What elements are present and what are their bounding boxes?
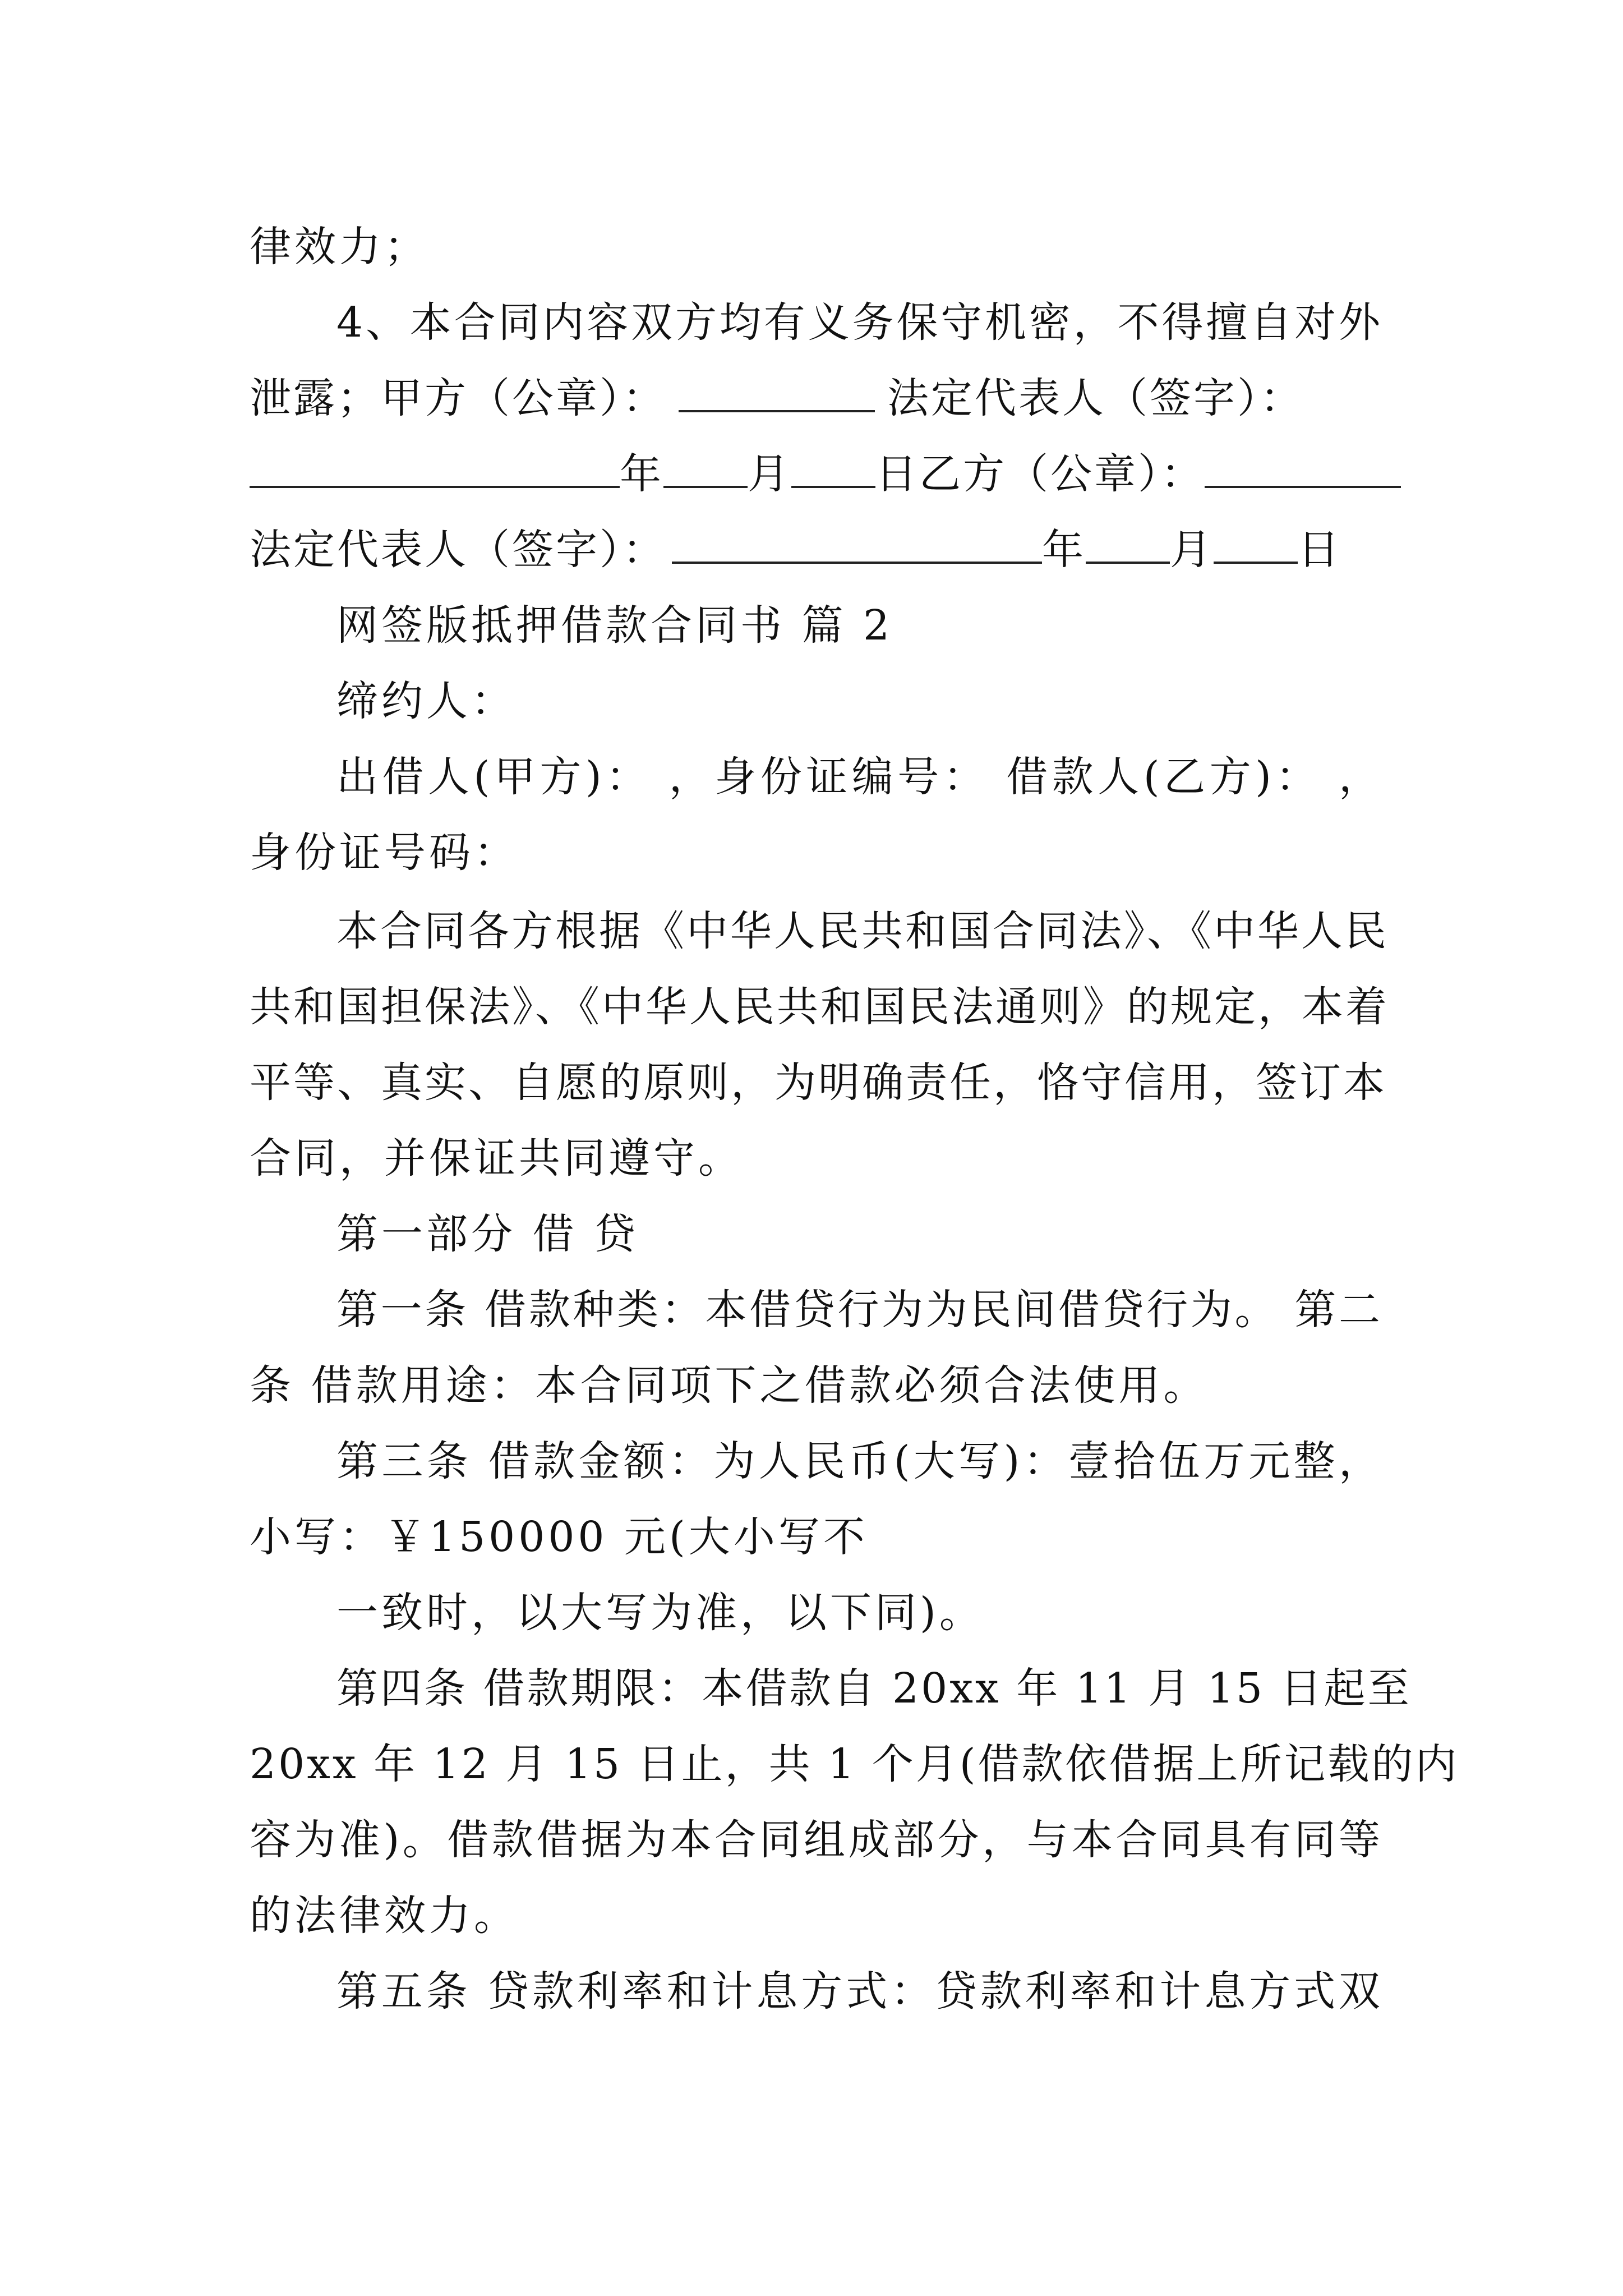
party-a-rep-label: 法定代表人（签字）： xyxy=(887,374,1304,422)
date-day-party-b-label: 日乙方（公章）： xyxy=(875,450,1205,498)
party-a-seal-label: 泄露；甲方（公章）： xyxy=(250,374,666,422)
text-line-17: 第三条 借款金额：为人民币(大写)：壹拾伍万元整， xyxy=(336,1437,1382,1485)
text-line-13: 合同，并保证共同遵守。 xyxy=(250,1134,743,1182)
text-line-23: 的法律效力。 xyxy=(250,1892,519,1940)
party-b-year-blank xyxy=(1086,517,1170,564)
signature-line-party-a xyxy=(250,359,1304,438)
text-line-8: 出借人(甲方)： ，身份证编号： 借款人(乙方)： ， xyxy=(336,753,1382,801)
text-line-7: 缔约人： xyxy=(336,677,516,725)
text-line-19: 一致时，以大写为准，以下同)。 xyxy=(336,1589,984,1637)
party-b-rep-label: 法定代表人（签字）： xyxy=(250,526,666,574)
party-b-day-label: 日 xyxy=(1298,526,1341,574)
text-line-16: 条 借款用途：本合同项下之借款必须合法使用。 xyxy=(250,1361,1209,1410)
text-line-9: 身份证号码： xyxy=(250,829,519,877)
text-line-21: 20xx 年 12 月 15 日止，共 1 个月(借款依借据上所记载的内 xyxy=(250,1740,1459,1788)
text-line-1: 律效力； xyxy=(250,223,429,271)
party-b-seal-blank xyxy=(1205,441,1401,488)
part-heading: 第一部分 借 贷 xyxy=(336,1210,639,1258)
date-month-label: 月 xyxy=(748,450,791,498)
party-b-month-blank xyxy=(1214,517,1298,564)
party-a-seal-blank xyxy=(679,365,875,412)
text-line-11: 共和国担保法》、《中华人民共和国民法通则》的规定，本着 xyxy=(250,983,1389,1031)
section-title: 网签版抵押借款合同书 篇 2 xyxy=(336,601,893,650)
text-line-24: 第五条 贷款利率和计息方式：贷款利率和计息方式双 xyxy=(336,1967,1382,2016)
text-line-2: 4、本合同内容双方均有义务保守机密，不得擅自对外 xyxy=(336,298,1382,347)
text-line-18: 小写：￥150000 元(大小写不 xyxy=(250,1513,868,1561)
party-b-rep-blank xyxy=(672,517,1042,564)
text-line-15: 第一条 借款种类：本借贷行为为民间借贷行为。 第二 xyxy=(336,1286,1382,1334)
party-b-month-label: 月 xyxy=(1170,526,1214,574)
party-a-rep-blank xyxy=(250,441,620,488)
date-year-label: 年 xyxy=(620,450,663,498)
signature-line-date-a xyxy=(250,435,1401,513)
signature-line-party-b xyxy=(250,510,1341,589)
text-line-20: 第四条 借款期限：本借款自 20xx 年 11 月 15 日起至 xyxy=(336,1664,1412,1713)
date-month-blank xyxy=(791,441,875,488)
text-line-22: 容为准)。借款借据为本合同组成部分，与本合同具有同等 xyxy=(250,1816,1382,1864)
text-line-10: 本合同各方根据《中华人民共和国合同法》、《中华人民 xyxy=(336,907,1389,955)
party-b-year-label: 年 xyxy=(1042,526,1086,574)
text-line-12: 平等、真实、自愿的原则，为明确责任，恪守信用，签订本 xyxy=(250,1059,1387,1107)
date-year-blank xyxy=(663,441,748,488)
